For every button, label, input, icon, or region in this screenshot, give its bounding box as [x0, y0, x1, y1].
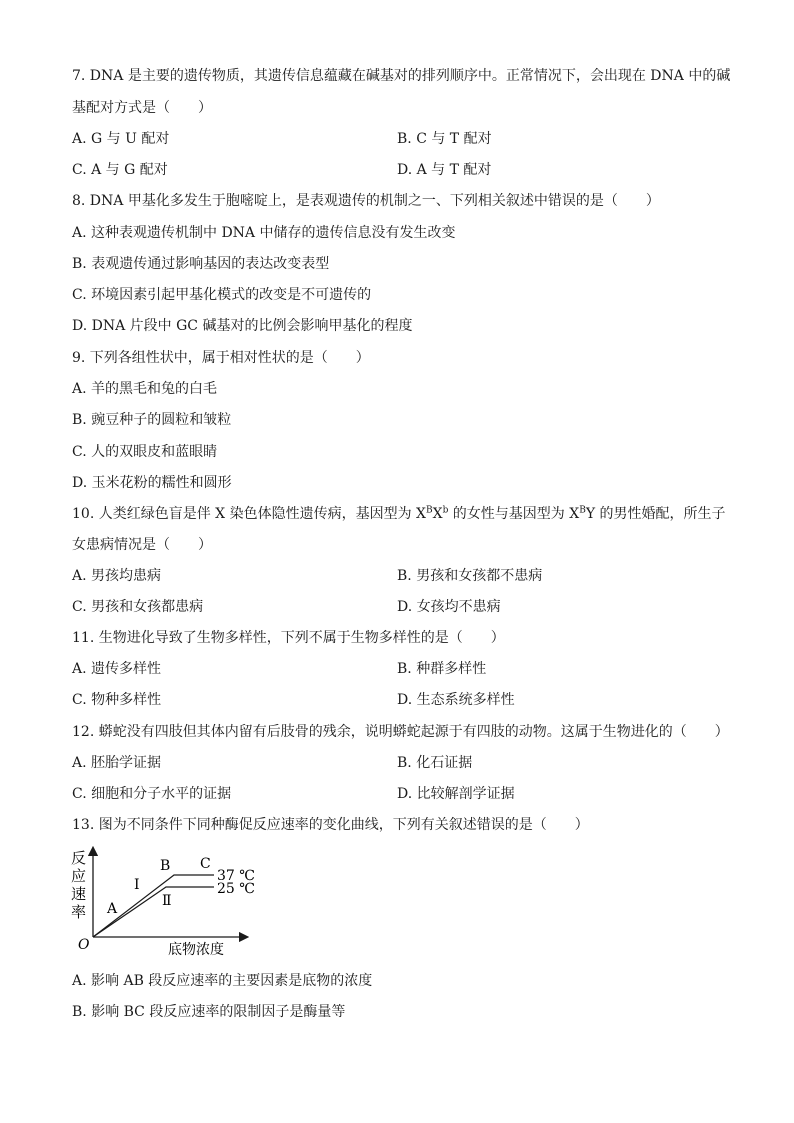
x-axis-label: 底物浓度 [168, 942, 224, 958]
q13-option-b[interactable]: B. 影响 BC 段反应速率的限制因子是酶量等 [72, 1004, 346, 1020]
q7-stem-line2: 基配对方式是（ ） [72, 100, 212, 116]
curve-ii-label: Ⅱ [162, 893, 172, 909]
q10-sup-2: b [442, 505, 449, 516]
q11-stem: 11. 生物进化导致了生物多样性，下列不属于生物多样性的是（ ） [72, 630, 505, 646]
q11-option-c[interactable]: C. 物种多样性 [72, 692, 162, 708]
q9-option-b[interactable]: B. 豌豆种子的圆粒和皱粒 [72, 412, 232, 428]
q10-sup-1: B [426, 505, 433, 516]
temp-37-label: 37 ℃ [217, 868, 255, 884]
q12-option-c[interactable]: C. 细胞和分子水平的证据 [72, 786, 232, 802]
temp-25-label: 25 ℃ [217, 881, 255, 897]
q10-sup-3: B [579, 505, 586, 516]
y-label-char-3: 速 [71, 885, 87, 903]
q12-stem: 12. 蟒蛇没有四肢但其体内留有后肢骨的残余，说明蟒蛇起源于有四肢的动物。这属于生物进化的（ ） [72, 724, 729, 740]
q10-stem-line2: 女患病情况是（ ） [72, 537, 212, 553]
q8-option-a[interactable]: A. 这种表观遗传机制中 DNA 中储存的遗传信息没有发生改变 [72, 225, 456, 241]
q7-option-d[interactable]: D. A 与 T 配对 [397, 162, 492, 178]
q11-option-a[interactable]: A. 遗传多样性 [72, 661, 162, 677]
q7-option-b[interactable]: B. C 与 T 配对 [397, 131, 492, 147]
q10-stem-mid: X [432, 506, 443, 522]
y-label-char-2: 应 [71, 867, 87, 885]
q11-option-b[interactable]: B. 种群多样性 [397, 661, 487, 677]
q10-option-b[interactable]: B. 男孩和女孩都不患病 [397, 568, 543, 584]
y-label-char-1: 反 [71, 849, 87, 867]
q11-option-d[interactable]: D. 生态系统多样性 [397, 692, 515, 708]
q10-option-d[interactable]: D. 女孩均不患病 [397, 599, 501, 615]
curve-i-label: Ⅰ [134, 877, 140, 893]
q7-stem-line1: 7. DNA 是主要的遗传物质，其遗传信息蕴藏在碱基对的排列顺序中。正常情况下，会出现在 DNA 中的碱 [72, 68, 731, 84]
point-a-label: A [107, 901, 118, 917]
q9-stem: 9. 下列各组性状中，属于相对性状的是（ ） [72, 350, 370, 366]
point-b-label: B [160, 858, 171, 874]
q13-option-a[interactable]: A. 影响 AB 段反应速率的主要因素是底物的浓度 [72, 973, 373, 989]
q10-option-a[interactable]: A. 男孩均患病 [72, 568, 162, 584]
q10-stem-line1 [72, 505, 726, 523]
q10-stem-part-a: 10. 人类红绿色盲是伴 X 染色体隐性遗传病，基因型为 X [72, 506, 426, 522]
q13-stem: 13. 图为不同条件下同种酶促反应速率的变化曲线，下列有关叙述错误的是（ ） [72, 817, 589, 833]
q9-option-d[interactable]: D. 玉米花粉的糯性和圆形 [72, 475, 232, 491]
q12-option-b[interactable]: B. 化石证据 [397, 755, 473, 771]
q7-option-a[interactable]: A. G 与 U 配对 [72, 131, 170, 147]
q10-stem-part-b: 的女性与基因型为 X [448, 506, 580, 522]
q12-option-d[interactable]: D. 比较解剖学证据 [397, 786, 515, 802]
q8-option-c[interactable]: C. 环境因素引起甲基化模式的改变是不可遗传的 [72, 287, 372, 303]
origin-label: O [78, 937, 90, 953]
y-label-char-4: 率 [71, 903, 87, 921]
q8-option-b[interactable]: B. 表观遗传通过影响基因的表达改变表型 [72, 256, 330, 272]
q9-option-a[interactable]: A. 羊的黑毛和兔的白毛 [72, 381, 218, 397]
point-c-label: C [200, 856, 211, 872]
q10-stem-part-c: Y 的男性婚配，所生子 [585, 506, 726, 522]
q7-option-c[interactable]: C. A 与 G 配对 [72, 162, 168, 178]
enzyme-rate-figure [66, 843, 266, 963]
q8-option-d[interactable]: D. DNA 片段中 GC 碱基对的比例会影响甲基化的程度 [72, 318, 413, 334]
q10-option-c[interactable]: C. 男孩和女孩都患病 [72, 599, 204, 615]
q9-option-c[interactable]: C. 人的双眼皮和蓝眼睛 [72, 444, 218, 460]
q8-stem: 8. DNA 甲基化多发生于胞嘧啶上，是表观遗传的机制之一、下列相关叙述中错误的是（ ） [72, 193, 660, 209]
q12-option-a[interactable]: A. 胚胎学证据 [72, 755, 162, 771]
